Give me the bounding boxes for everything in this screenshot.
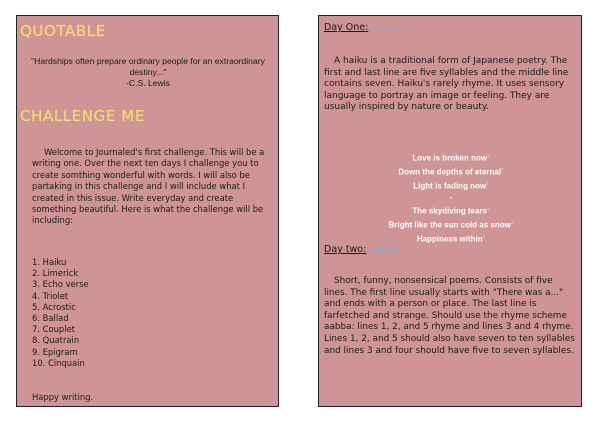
left-page bbox=[16, 15, 279, 407]
list-item: 8. Quatrain bbox=[32, 335, 80, 346]
list-item: 5. Acrostic bbox=[32, 301, 76, 312]
day-two-heading bbox=[324, 244, 401, 255]
quote-block bbox=[19, 56, 277, 89]
day-one-form: Haiku bbox=[373, 24, 394, 32]
closing-text: Happy writing. bbox=[32, 392, 94, 402]
quotable-heading: QUOTABLE bbox=[20, 22, 106, 40]
poem-line: The skydiving tears$^5$ bbox=[412, 205, 490, 216]
poem-line: Happiness within$^5$ bbox=[416, 233, 486, 244]
quote-author: -C.S. Lewis bbox=[126, 78, 170, 88]
day-two-label: Day two: bbox=[324, 244, 367, 255]
list-item: 7. Couplet bbox=[32, 324, 76, 335]
poem-separator: - bbox=[449, 192, 453, 202]
quote-text: "Hardships often prepare ordinary people for an extraordinary destiny..." bbox=[31, 56, 265, 77]
poem-line: Love is broken now$^5$ bbox=[412, 153, 490, 163]
list-item: 1. Haiku bbox=[32, 257, 67, 267]
list-item: 9. Epigram bbox=[32, 346, 78, 357]
haiku-description: A haiku is a traditional form of Japanese poetry. The first and last line are five syllables and the middle line contains seven. Haiku's rarely rhyme. It uses sensory language to portray an image or feeling. They are usually inspired by nature or beauty. bbox=[324, 56, 569, 113]
limerick-description: Short, funny, nonsensical poems. Consists of five lines. The first line usually starts with "There was a..." and ends with a person or place. The last line is farfetched and strange. Should use the rhyme scheme aabba: lines 1, 2, and 5 rhyme and lines 3 and 4 rhyme. Lines 1, 2, and 5 should also have seven to ten syllables and lines 3 and four should have five to seven syllables. bbox=[324, 276, 575, 356]
list-item: 2. Limerick bbox=[32, 268, 79, 279]
poem-line: Down the depths of eternal$^7$ bbox=[398, 166, 504, 177]
haiku-poem bbox=[319, 150, 583, 244]
poem-line: Bright like the sun cold as snow$^7$ bbox=[388, 219, 514, 230]
day-one-label: Day One: bbox=[324, 22, 369, 33]
challenge-list bbox=[32, 257, 89, 369]
right-page bbox=[318, 15, 582, 407]
challenge-heading: CHALLENGE ME bbox=[20, 107, 145, 125]
list-item: 10. Cinquain bbox=[32, 357, 85, 368]
list-item: 3. Echo verse bbox=[32, 279, 89, 290]
list-item: 6. Ballad bbox=[32, 313, 69, 324]
poem-line: Light is fading now$^5$ bbox=[413, 180, 489, 191]
day-one-heading bbox=[324, 22, 393, 33]
challenge-intro: Welcome to Journaled's first challenge. This will be a writing one. Over the next ten days I challenge you to create somthing wonderful with words. I will also be partaking in this challenge and I will include what I created in this issue. Write everyday and create something beautiful. Here is what the challenge will be including: bbox=[32, 147, 265, 226]
list-item: 4. Triolet bbox=[32, 290, 69, 301]
day-two-form: Limerick bbox=[371, 246, 402, 254]
